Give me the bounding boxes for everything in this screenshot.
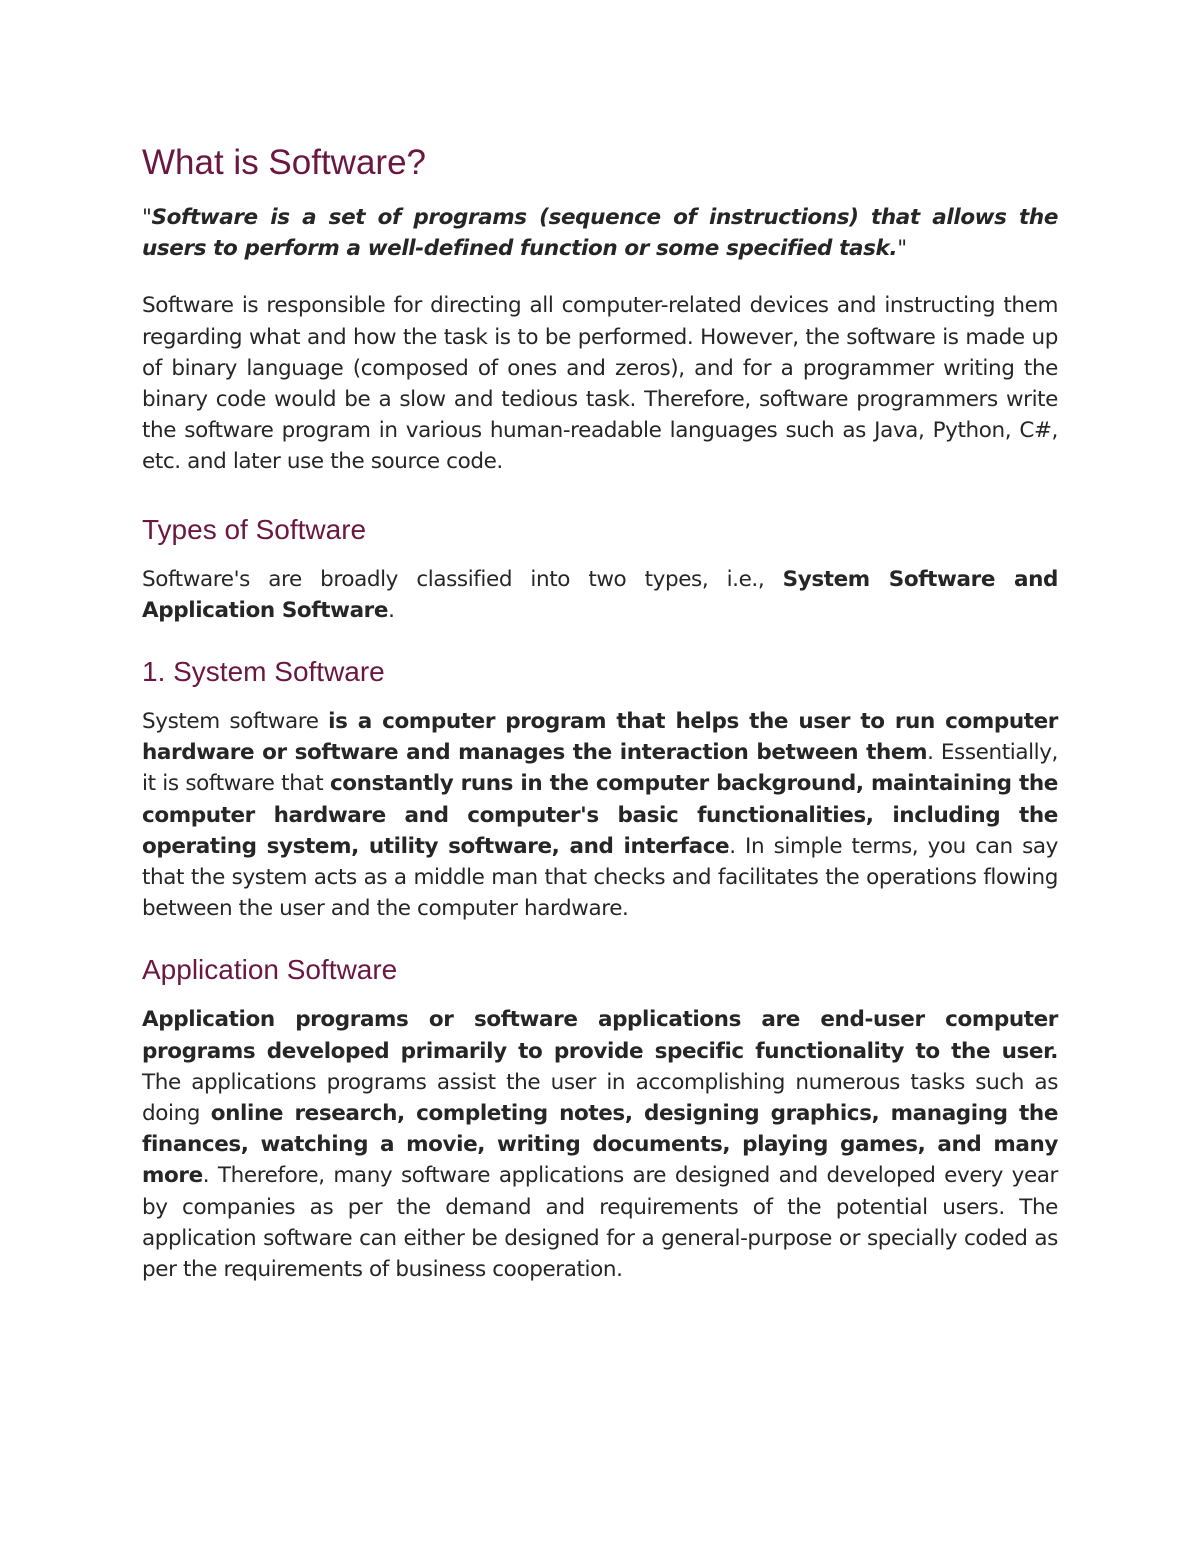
types-intro-text: Software's are broadly classified into two types, i.e., (142, 566, 783, 592)
definition-text: Software is a set of programs (sequence of instructions) that allows the users to perform a well-defined function or some specified task. (142, 205, 1058, 262)
software-definition (142, 202, 1058, 264)
types-intro-end: . (388, 597, 395, 623)
application-bold-2: online research, completing notes, designing graphics, managing the finances, watching a movie, writing documents, playing games, and many more (142, 1101, 1058, 1189)
types-intro-paragraph (142, 564, 1058, 626)
definition-close-quote: " (897, 236, 907, 262)
definition-open-quote: " (142, 205, 152, 230)
heading-system-software: 1. System Software (142, 656, 385, 688)
system-text-3: . In simple terms, you can say that the system acts as a middle man that checks and facilitates the operations flowing between the user and the computer hardware. (142, 833, 1058, 922)
application-bold-1: Application programs or software applications are end-user computer programs developed primarily to provide specific functionality to the user. (142, 1007, 1058, 1064)
software-description-paragraph: Software is responsible for directing all computer-related devices and instructing them regarding what and how the task is to be performed. However, the software is made up of binary language (composed of ones and zeros), and for a programmer writing the binary code would be a slow and tedious task. Therefore, software programmers write the software program in various human-readable languages such as Java, Python, C#, etc. and later use the source code. (142, 293, 1058, 475)
application-text-1: The applications programs assist the user in accomplishing numerous tasks such as doing (142, 1069, 1058, 1127)
heading-types-of-software: Types of Software (142, 513, 367, 545)
system-software-paragraph (142, 706, 1058, 924)
system-text-2: . Essentially, it is software that (142, 740, 1058, 797)
system-bold-2: constantly runs in the computer background, maintaining the computer hardware and computer's basic functionalities, including the operating system, utility software, and interface (142, 771, 1058, 859)
system-bold-1: is a computer program that helps the user to run computer hardware or software and manages the interaction between them (142, 709, 1058, 766)
application-text-2: . Therefore, many software applications are designed and developed every year by companies as per the demand and requirements of the potential users. The application software can either be designed for a general-purpose or specially coded as per the requirements of business cooperation. (142, 1163, 1058, 1283)
types-intro-bold: System Software and Application Software (142, 566, 1058, 623)
heading-application-software: Application Software (142, 954, 398, 986)
application-software-paragraph (142, 1004, 1058, 1285)
heading-what-is-software: What is Software? (142, 143, 426, 182)
system-text-1: System software (142, 709, 329, 735)
document-body (142, 138, 1058, 1285)
